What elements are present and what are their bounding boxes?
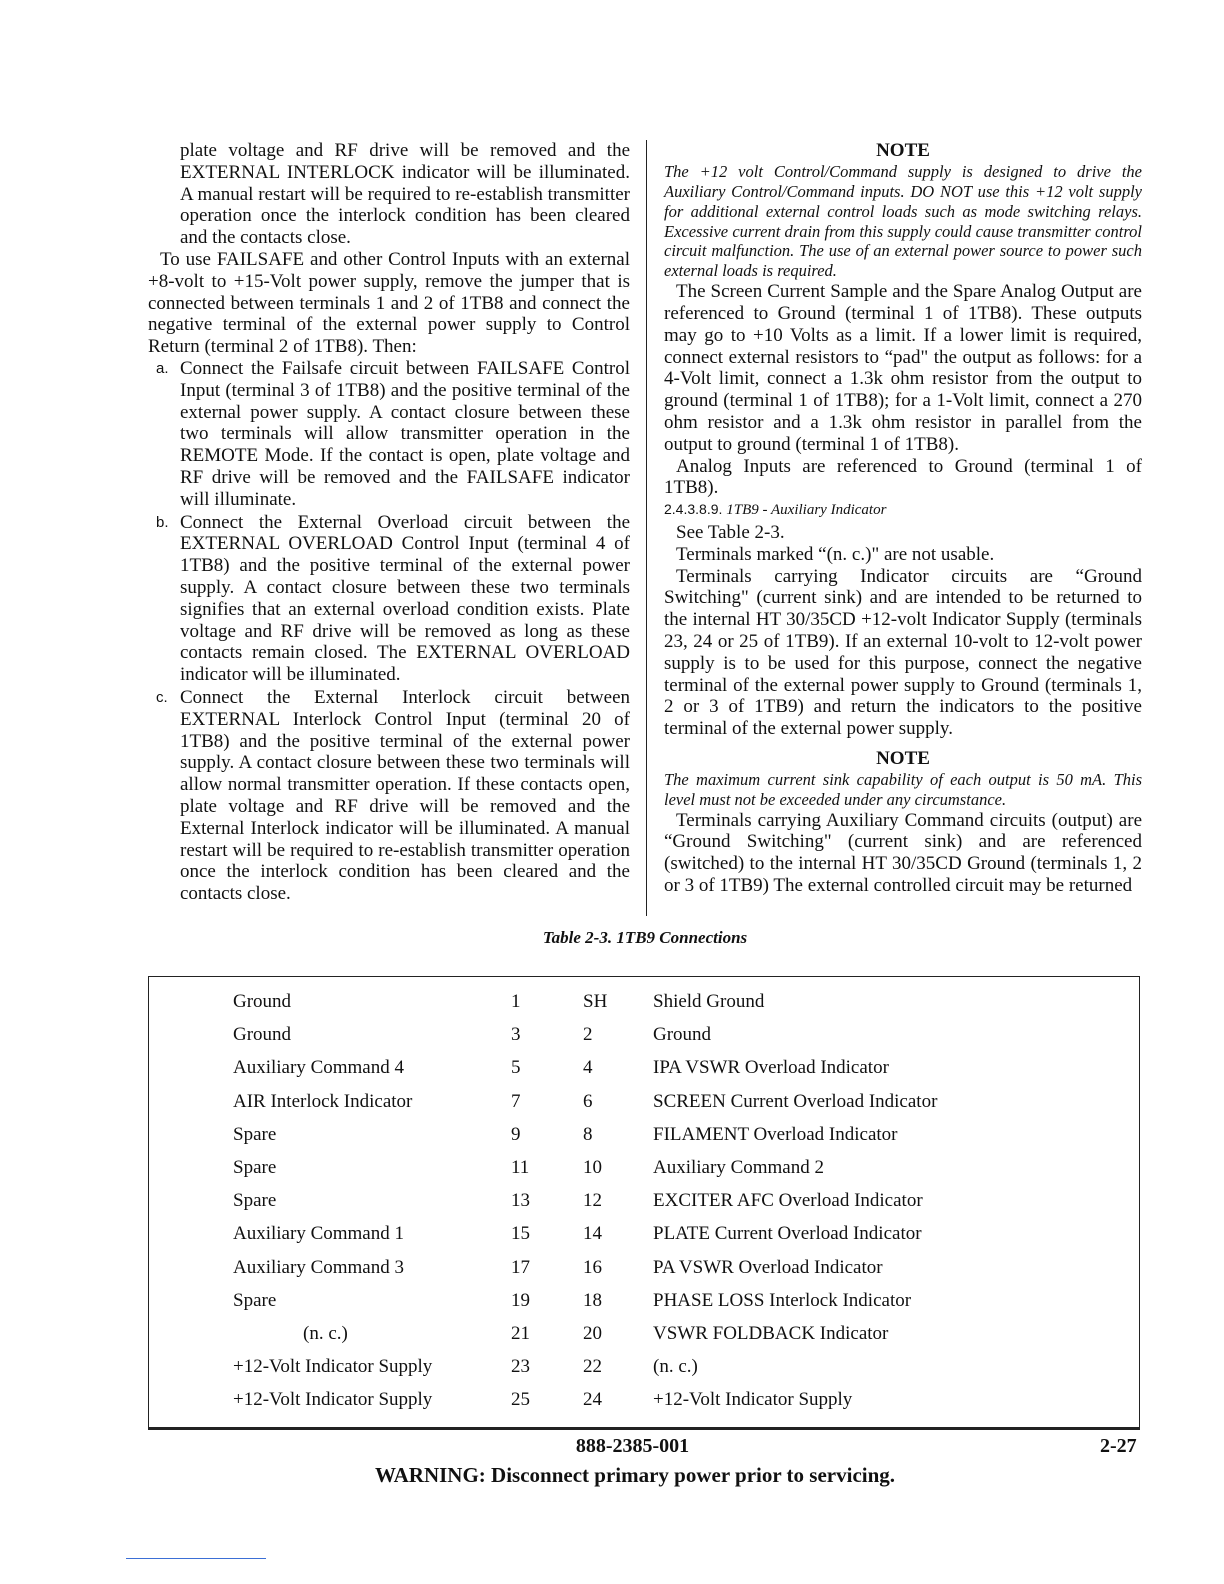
left-signal-name: AIR Interlock Indicator — [233, 1090, 413, 1112]
right-signal-name: SCREEN Current Overload Indicator — [653, 1090, 938, 1112]
indicator-circuits-paragraph: Terminals carrying Indicator circuits are “Ground Switching" (current sink) and are intended to be returned to the internal HT 30/35CD +12-volt Indicator Supply (terminals 23, 24 or 25 of 1TB9). If an external 10-volt to 12-volt power supply is to be used for this purpose, connect the negative terminal of the external power supply to Ground (terminals 1, 2 or 3 of 1TB9) and return the indicators to the positive terminal of the external power supply. — [664, 565, 1142, 740]
left-pin-number: 19 — [511, 1289, 530, 1311]
left-pin-number: 3 — [511, 1024, 521, 1046]
left-signal-name: Auxiliary Command 1 — [233, 1223, 404, 1245]
note-body: The +12 volt Control/Command supply is designed to drive the Auxiliary Control/Command inputs. DO NOT use this +12 volt supply for additional external control loads such as mode switching relays. Excessive current drain from this supply could cause transmitter control circuit malfunction. The use of an external power source to power such external loads is required. — [664, 161, 1142, 281]
left-signal-name: Spare — [233, 1123, 277, 1145]
left-pin-number: 11 — [511, 1157, 530, 1178]
section-number: 2.4.3.8.9. — [664, 501, 723, 518]
analog-inputs-paragraph: Analog Inputs are referenced to Ground (terminal 1 of 1TB8). — [664, 455, 1142, 499]
note-heading: NOTE — [876, 747, 930, 769]
list-item-label: a. — [156, 359, 169, 377]
table-row — [149, 1124, 1139, 1157]
right-pin-number: 12 — [583, 1190, 602, 1212]
right-pin-number: 10 — [583, 1157, 602, 1178]
left-pin-number: 1 — [511, 991, 521, 1012]
left-pin-number: 21 — [511, 1323, 530, 1344]
left-signal-name: +12-Volt Indicator Supply — [233, 1389, 433, 1411]
list-item — [148, 512, 630, 686]
screen-current-paragraph: The Screen Current Sample and the Spare Analog Output are referenced to Ground (terminal 1 of 1TB8). These outputs may go to +10 Volts as a limit. If a lower limit is required, connect external resistors to “pad" the output as follows: for a 4-Volt limit, connect a 1.3k ohm resistor from the output to ground (terminal 1 of 1TB8); for a 1-Volt limit, connect a 270 ohm resistor and a 1.3k ohm resistor in parallel from the output to ground (terminal 1 of 1TB8). — [664, 281, 1142, 455]
document-number: 888-2385-001 — [575, 1435, 690, 1457]
right-signal-name: PLATE Current Overload Indicator — [653, 1223, 922, 1245]
warning-footer: WARNING: Disconnect primary power prior to servicing. — [374, 1463, 896, 1487]
right-signal-name: VSWR FOLDBACK Indicator — [653, 1323, 889, 1344]
right-pin-number: 8 — [583, 1123, 593, 1145]
left-signal-name: Ground — [233, 991, 292, 1012]
left-signal-name: Spare — [233, 1190, 277, 1212]
column-divider — [646, 140, 647, 916]
failsafe-paragraph: To use FAILSAFE and other Control Inputs with an external +8-volt to +15-Volt power supply, remove the jumper that is connected between terminals 1 and 2 of 1TB8 and connect the negative terminal of the external power supply to Control Return (terminal 2 of 1TB8). Then: — [148, 248, 630, 358]
right-signal-name: (n. c.) — [653, 1356, 698, 1378]
right-pin-number: 6 — [583, 1090, 593, 1112]
note-heading: NOTE — [876, 140, 930, 161]
intro-paragraph: plate voltage and RF drive will be removed and the EXTERNAL INTERLOCK indicator will be illuminated. A manual restart will be required to re-establish transmitter operation once the interlock condition has been cleared and the contacts close. — [180, 140, 630, 249]
right-signal-name: EXCITER AFC Overload Indicator — [653, 1190, 923, 1212]
see-table-paragraph: See Table 2-3. — [676, 522, 785, 543]
list-item-label: c. — [156, 688, 168, 706]
right-signal-name: FILAMENT Overload Indicator — [653, 1123, 898, 1145]
table-row — [149, 1389, 1139, 1422]
list-item-text: Connect the External Interlock circuit between EXTERNAL Interlock Control Input (terminal 20 of 1TB8) and the positive terminal of the external power supply. A contact closure between these two terminals will allow normal transmitter operation. If these contacts open, plate voltage and RF drive will be removed and the External Interlock indicator will be illuminated. A manual restart will be required to re-establish transmitter operation once the interlock condition has been cleared and the contacts close. — [180, 686, 630, 905]
list-item — [148, 687, 630, 905]
left-pin-number: 17 — [511, 1256, 530, 1278]
left-pin-number: 7 — [511, 1090, 521, 1112]
table-row — [149, 1157, 1139, 1190]
right-signal-name: Ground — [653, 1024, 712, 1046]
left-signal-name: (n. c.) — [303, 1323, 348, 1344]
left-pin-number: 9 — [511, 1123, 521, 1145]
left-signal-name: Ground — [233, 1024, 292, 1046]
right-signal-name: PHASE LOSS Interlock Indicator — [653, 1289, 912, 1311]
right-pin-number: SH — [583, 991, 608, 1012]
section-heading — [664, 499, 1142, 522]
table-row — [149, 1290, 1139, 1323]
table-row — [149, 1257, 1139, 1290]
right-signal-name: +12-Volt Indicator Supply — [653, 1389, 853, 1411]
right-column — [664, 140, 1142, 897]
right-pin-number: 2 — [583, 1024, 593, 1046]
nc-terminals-paragraph: Terminals marked “(n. c.)" are not usable. — [676, 543, 995, 565]
table-row — [149, 1057, 1139, 1090]
note-body: The maximum current sink capability of each output is 50 mA. This level must not be exceeded under any circumstance. — [664, 769, 1142, 809]
table-row — [149, 1223, 1139, 1256]
page-number: 2-27 — [1100, 1435, 1137, 1457]
table-row — [149, 1091, 1139, 1124]
right-pin-number: 14 — [583, 1223, 602, 1245]
list-item — [148, 358, 630, 511]
aux-command-paragraph: Terminals carrying Auxiliary Command circuits (output) are “Ground Switching" (current sink) and are referenced (switched) to the internal HT 30/35CD Ground (terminals 1, 2 or 3 of 1TB9) The external controlled circuit may be returned — [664, 809, 1142, 896]
decorative-rule — [126, 1558, 266, 1559]
table-row — [149, 1356, 1139, 1389]
left-column — [148, 140, 630, 905]
table-row — [149, 1024, 1139, 1057]
left-pin-number: 15 — [511, 1223, 530, 1245]
left-signal-name: Spare — [233, 1157, 277, 1178]
connections-table — [148, 976, 1140, 1430]
left-pin-number: 25 — [511, 1389, 530, 1411]
table-row — [149, 1323, 1139, 1356]
right-pin-number: 18 — [583, 1289, 602, 1311]
left-signal-name: +12-Volt Indicator Supply — [233, 1356, 433, 1378]
table-row — [149, 1190, 1139, 1223]
right-pin-number: 16 — [583, 1256, 602, 1278]
list-item-text: Connect the External Overload circuit between the EXTERNAL OVERLOAD Control Input (terminal 4 of 1TB8) and the positive terminal of the external power supply. A contact closure between these two terminals signifies that an external overload condition exists. Plate voltage and RF drive will be removed as long as these contacts remain closed. The EXTERNAL OVERLOAD indicator will be illuminated. — [180, 511, 630, 686]
left-pin-number: 23 — [511, 1356, 530, 1378]
right-signal-name: PA VSWR Overload Indicator — [653, 1256, 883, 1278]
left-signal-name: Auxiliary Command 3 — [233, 1256, 404, 1278]
right-pin-number: 4 — [583, 1057, 593, 1079]
table-row — [149, 991, 1139, 1024]
right-signal-name: Auxiliary Command 2 — [653, 1157, 824, 1178]
list-item-text: Connect the Failsafe circuit between FAILSAFE Control Input (terminal 3 of 1TB8) and the positive terminal of the external power supply. A contact closure between these two terminals will allow transmitter operation in the REMOTE Mode. If the contact is open, plate voltage and RF drive will be removed and the FAILSAFE indicator will illuminate. — [180, 357, 630, 510]
right-pin-number: 22 — [583, 1356, 602, 1378]
left-pin-number: 13 — [511, 1190, 530, 1212]
right-signal-name: Shield Ground — [653, 991, 765, 1012]
list-item-label: b. — [156, 513, 169, 531]
left-pin-number: 5 — [511, 1057, 521, 1079]
left-signal-name: Auxiliary Command 4 — [233, 1057, 404, 1079]
right-signal-name: IPA VSWR Overload Indicator — [653, 1057, 889, 1079]
section-title: 1TB9 - Auxiliary Indicator — [726, 502, 887, 519]
left-signal-name: Spare — [233, 1289, 277, 1311]
right-pin-number: 20 — [583, 1323, 602, 1344]
right-pin-number: 24 — [583, 1389, 602, 1411]
table-caption: Table 2-3. 1TB9 Connections — [542, 928, 748, 947]
